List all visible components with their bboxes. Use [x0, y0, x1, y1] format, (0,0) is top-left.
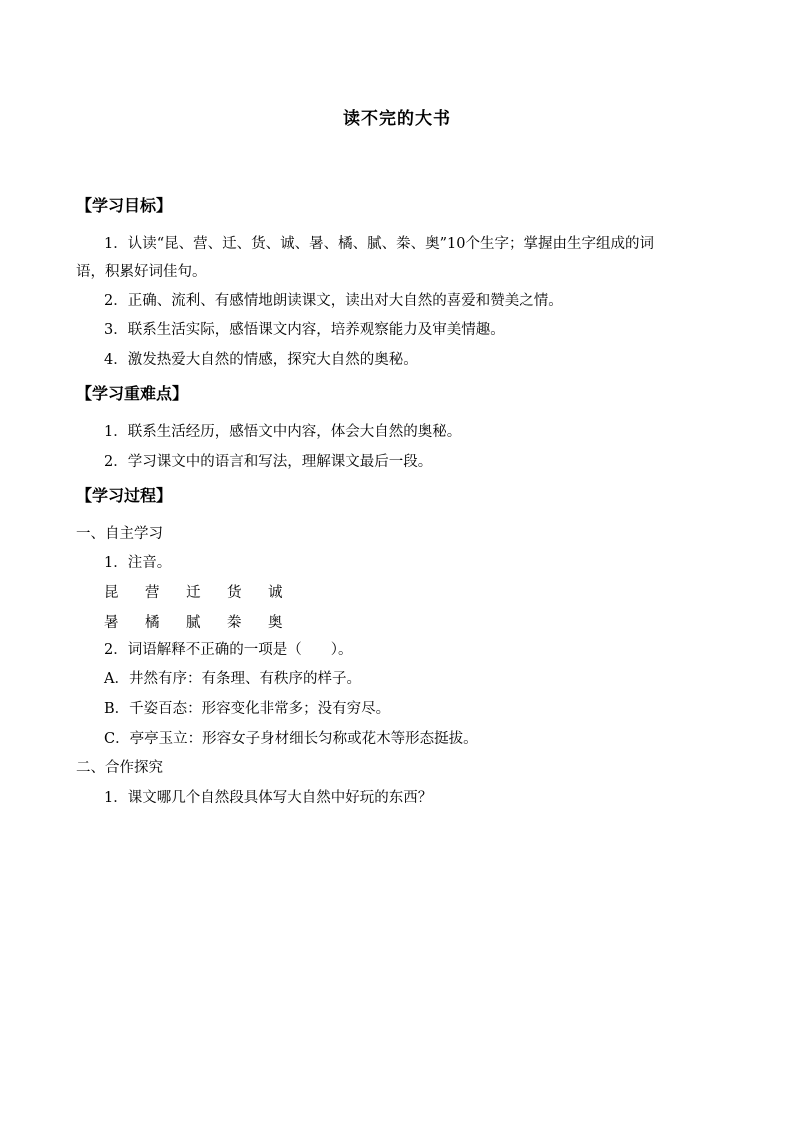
key-point-1: 1．联系生活经历，感悟文中内容，体会大自然的奥秘。: [104, 424, 462, 440]
goal-item-1-cont: 语，积累好词佳句。: [76, 264, 207, 280]
char: 奥: [268, 615, 283, 631]
char: 营: [145, 585, 160, 601]
key-points-heading: 【学习重难点】: [76, 384, 189, 403]
inquiry-question-1: 1．课文哪几个自然段具体写大自然中好玩的东西？: [104, 790, 433, 806]
char: 昆: [104, 585, 119, 601]
char: 腻: [186, 615, 201, 631]
process-heading: 【学习过程】: [76, 486, 173, 505]
section-2-title: 二、合作探究: [76, 760, 163, 776]
definition-question: 2．词语解释不正确的一项是（ ）。: [104, 642, 353, 658]
option-c: C．亭亭玉立：形容女子身材细长匀称或花木等形态挺拔。: [104, 731, 478, 747]
char: 货: [227, 585, 242, 601]
key-point-2: 2．学习课文中的语言和写法，理解课文最后一段。: [104, 454, 433, 470]
goal-item-4: 4．激发热爱大自然的情感，探究大自然的奥秘。: [104, 352, 418, 368]
char-row-1: [104, 581, 309, 602]
option-a: A．井然有序：有条理、有秩序的样子。: [104, 671, 361, 687]
section-1-title: 一、自主学习: [76, 526, 163, 542]
goal-item-1: 1．认读“昆、营、迁、货、诚、暑、橘、腻、桊、奥”10个生字；掌握由生字组成的词: [104, 236, 654, 252]
option-b: B．千姿百态：形容变化非常多；没有穷尽。: [104, 701, 391, 717]
goal-item-3: 3．联系生活实际，感悟课文内容，培养观察能力及审美情趣。: [104, 322, 505, 338]
char: 诚: [268, 585, 283, 601]
document-title: 读不完的大书: [343, 109, 451, 129]
char: 橘: [145, 615, 160, 631]
char: 迁: [186, 585, 201, 601]
char-row-2: [104, 611, 309, 632]
goals-heading: 【学习目标】: [76, 196, 173, 215]
char: 桊: [227, 615, 242, 631]
pinyin-question: 1．注音。: [104, 555, 172, 571]
goal-item-2: 2．正确、流利、有感情地朗读课文，读出对大自然的喜爱和赞美之情。: [104, 293, 563, 309]
char: 暑: [104, 615, 119, 631]
